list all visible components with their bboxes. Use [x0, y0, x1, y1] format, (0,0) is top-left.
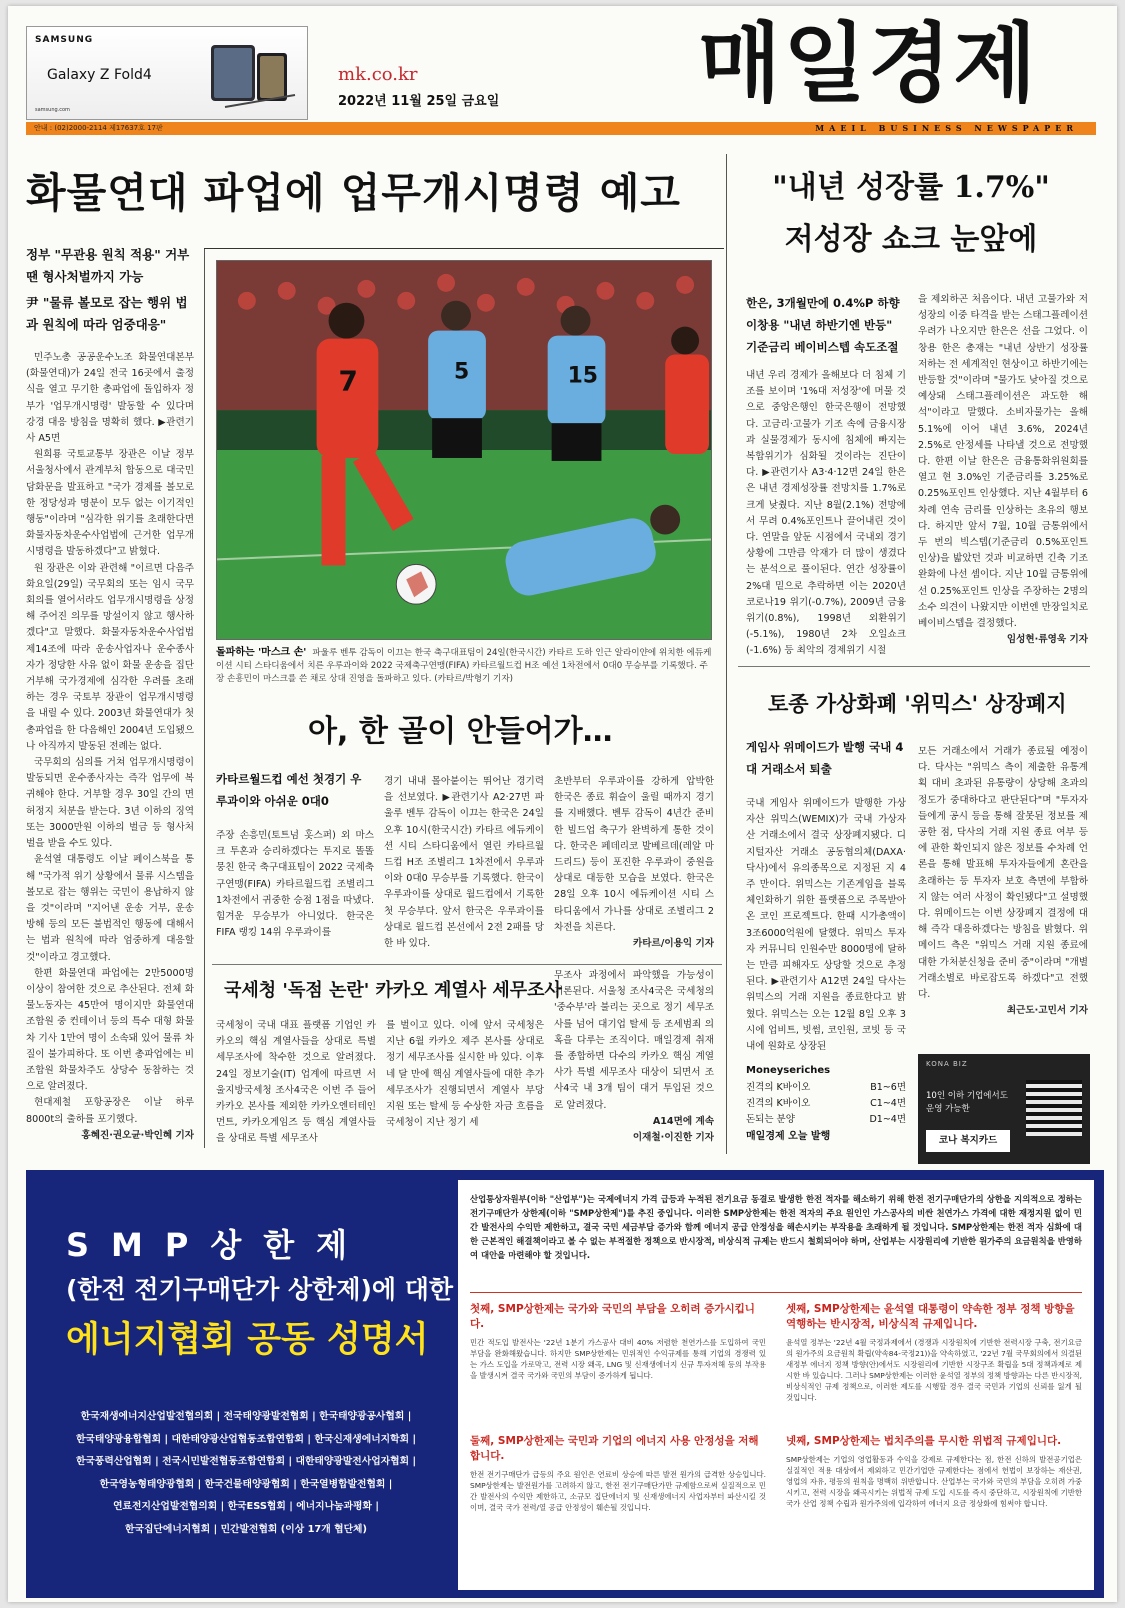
- association-line: 연료전지산업발전협의회 | 한국ESS협회 | 에너지나눔과평화 |: [113, 1501, 379, 1512]
- statement-point-3: [786, 1302, 1082, 1403]
- soccer-col-3: [554, 774, 714, 964]
- point-body: 윤석열 정부는 '22년 4월 국정과제에서 (경쟁과 시장원칙에 기반한 전력시장 구축, 전기요금의 원가주의 요금원칙 확립(약속84-국정21))을 약속하였고, '22년 7월 국무회의에서 의결된 새정부 에너지 정책 방향(안)에서도 시장원리에 기반한 시장구조 확립을 5대 정책과제로 제시한 바 있습니다. 그러나 SMP상한제는 이러한 윤석열 정부의 정책 방향과는 다른 반시장적, 비상식적인 규제 정책으로, 이러한 제도를 시행할 경우 결국 국민과 기업의 신뢰를 잃게 될 것입니다.: [786, 1338, 1082, 1402]
- divider: [204, 248, 724, 249]
- divider: [738, 666, 1090, 667]
- point-title: 넷째, SMP상한제는 법치주의를 무시한 위법적 규제입니다.: [786, 1435, 1062, 1447]
- main-subhead-1: 정부 "무관용 원칙 적용" 거부땐 형사처벌까지 가능: [26, 247, 190, 284]
- smp-title: SMP상한제: [66, 1226, 370, 1264]
- index-row[interactable]: [746, 1112, 906, 1128]
- byline: 카타르/이용익 기자: [633, 938, 714, 950]
- index-page: C1~4면: [870, 1098, 906, 1109]
- index-row[interactable]: [746, 1096, 906, 1112]
- soccer-col-2: 경기 내내 몰아붙이는 뛰어난 경기력을 선보였다. ▶관련기사 A2·27면 파울루 벤투 감독이 이끄는 한국은 24일 오후 10시(한국시간) 카타르 에듀케이션 시티 스타디움에서 열린 카타르월드컵 H조 조별리그 1차전에서 우루과이와 0대0 무승부를 기록했다. 한국이 우루과이를 상대로 월드컵에서 기록한 첫 무승부다. 앞서 한국은 우루과이를 상대로 월드컵 본선에서 2전 2패를 당한 바 있다.: [384, 776, 544, 950]
- growth-col-2-text: 을 제외하곤 처음이다. 내년 고물가와 저성장의 이중 타격을 받는 스태그플레이션 우려가 나오지만 한은은 선을 그었다. 이창용 한은 총재는 "내년 상반기 성장률 저하는 전 세계적인 현상이고 하반기에는 반등할 것"이라며 "물가도 낮아질 것으로 예상돼 스태그플레이션은 과도한 해석"이라고 말했다. 소비자물가는 올해 5.1%에 이어 내년 3.6%, 2024년 2.5%로 안정세를 나타낼 것으로 전망했다. 한편 이날 한은은 금융통화위원회를 열고 현 3.0%인 기준금리를 3.25%로 0.25%포인트 인상했다. 지난 4월부터 6차례 연속 금리를 인상하는 초유의 행보다. 하지만 앞서 7월, 10월 금통위에서 두 번의 빅스텝(기준금리 0.5%포인트 인상)을 밟았던 것과 비교하면 긴축 기조 완화에 나선 셈이다. 지난 10월 금통위에선 0.25%포인트 인상을 주장하는 2명의 소수 의견이 나왔지만 이번엔 만장일치로 베이비스텝을 결정했다.: [918, 294, 1088, 630]
- card-button[interactable]: 코나 복지카드: [926, 1130, 1010, 1152]
- wemix-headline[interactable]: 토종 가상화폐 '위믹스' 상장폐지: [768, 692, 1067, 716]
- moneyseriches-logo: Moneyseriches: [746, 1065, 831, 1076]
- soccer-col-3-text: 초반부터 우루과이를 강하게 압박한 한국은 종료 휘슬이 울릴 때까지 경기를 지배했다. 벤투 감독이 4년간 준비한 빌드업 축구가 완벽하게 통한 것이다. 한국은 페데리코 발베르데(레알 마드리드) 등이 포진한 우루과이 중원을 상대로 대등한 모습을 보였다. 한국은 28일 오후 10시 에듀케이션 시티 스타디움에서 가나를 상대로 조별리그 2차전을 치른다.: [554, 776, 714, 933]
- smp-statement-title: 에너지협회 공동 성명서: [66, 1320, 429, 1360]
- ad-url: samsung.com: [35, 107, 70, 113]
- point-title: 둘째, SMP상한제는 국민과 기업의 에너지 사용 안정성을 저해합니다.: [470, 1435, 759, 1462]
- continued-note[interactable]: A14면에 계속: [652, 1115, 714, 1127]
- tax-col-3-text: 무조사 과정에서 파악했을 가능성이 거론된다. 서울청 조사4국은 국세청의 '중수부'라 불리는 곳으로 정기 세무조사를 넘어 대기업 탈세 등 조세범죄 의혹을 다루는 조직이다. 매일경제 취재를 종합하면 다수의 카카오 핵심 계열사가 특별 세무조사 대상이 되면서 조사4국 내 3개 팀이 대거 투입된 것으로 알려졌다.: [554, 970, 714, 1111]
- index-page: B1~6면: [870, 1082, 906, 1093]
- association-line: 한국풍력산업협회 | 전국시민발전협동조합연합회 | 대한태양광발전사업자협회 |: [75, 1456, 417, 1467]
- photo-caption: [216, 646, 712, 686]
- contact-info: 안내 : (02)2000-2114 제17637호 17판: [34, 124, 163, 132]
- point-body: 민간 적도입 발전사는 '22년 1분기 가스공사 대비 40% 저렴한 천연가스를 도입하여 국민 부담을 완화해왔습니다. 하지만 SMP상한제는 민위적인 수익규제를 통해 기업의 경쟁력 있는 가스 도입을 가로막고, 전력 시장 왜곡, LNG 및 신재생에너지 신규 투자저해 등의 부작용을 발생시켜 결국 국가와 국민의 부담이 증가하게 됩니다.: [470, 1338, 766, 1380]
- main-story-body: [26, 350, 194, 1140]
- wemix-subhead: 게임사 위메이드가 발행 국내 4대 거래소서 퇴출: [746, 740, 904, 776]
- note-text: 오늘 발행: [788, 1131, 831, 1142]
- divider: [470, 1292, 1082, 1293]
- divider: [726, 154, 727, 1154]
- statement-intro: 산업통상자원부(이하 "산업부")는 국제에너지 가격 급등과 누적된 전기요금 동결로 발생한 한전 적자를 해소하기 위해 한전 전기구매단가의 상한을 지의적으로 정하는 전기구매단가 상한제(이하 "SMP상한제")를 추진 중입니다. 이러한 SMP상한제는 한전 적자의 주요 원인인 가스공사의 비싼 천연가스 가격에 대한 재정지원 없이 민간 발전사의 수익만 제한하고, 결국 국민 세금부담 증가와 함께 에너지 공급 안정성을 해손시키는 부작용을 초래하게 될 것입니다. SMP상한제는 한전 적자 심화에 대한 근본적인 해결책이라고 볼 수 없는 부적절한 정책으로 반시장적, 비상식적 규제는 반드시 철회되어야 하며, 산업부는 시장원리에 기반한 원가주의 요금원칙을 반영하여 대안을 마련해야 할 것입니다.: [470, 1194, 1082, 1260]
- association-line: 한국태양광융합협회 | 대한태양광산업협동조합연합회 | 한국신재생에너지학회 |: [75, 1433, 417, 1445]
- soccer-col-1: 주장 손흥민(토트넘 홋스퍼) 외 마스크 투혼과 승리하겠다는 투지로 똘똘 뭉친 한국 축구대표팀이 2022 국제축구연맹(FIFA) 카타르월드컵 조별리그 1차전에서 귀중한 승점 1점을 따냈다. 힘겨운 무승부가 아니었다. 한국은 FIFA 랭킹 14위 우루과이를: [216, 830, 374, 939]
- section-index: [746, 1062, 906, 1154]
- point-body: SMP상한제는 기업의 영업활동과 수익을 강제로 규제한다는 점, 한전 신하의 발전공기업은 실질적인 적용 대상에서 제외하고 민간기업만 규제한다는 점에서 헌법이 보장하는 재산권, 영업의 자유, 평등의 원칙을 명백히 위반합니다. 산업부는 국가와 국민의 부담을 오히려 가중시키고, 전력 시장을 왜곡시키는 위법적 규제 도입 시도를 즉시 중단하고, 시장원칙에 기반한 국가 산업 정책 수립과 원가주의에 입각하여 에너지 요금 정상화에 힘써야 합니다.: [786, 1455, 1082, 1508]
- index-note: [746, 1128, 906, 1146]
- wemix-col-2-text: 모든 거래소에서 거래가 종료될 예정이다. 닥사는 "위믹스 측이 제출한 유통계획 대비 초과된 유통량이 상당해 초과의 정도가 중대하다고 판단된다"며 "투자자들에게 공시 등을 통해 잘못된 정보를 제공한 점, 닥사의 거래 지원 종료 여부 등에 관한 확인되지 않은 정보를 수차례 언론을 통해 발표해 투자자들에게 혼란을 초래하는 등 투자자 보호 측면에 부합하지 않는 여러 사정이 확인됐다"고 설명했다. 위메이드는 이번 상장폐지 결정에 대해 즉각 대응하겠다는 방침을 밝혔다. 위메이드 측은 "위믹스 거래 지원 종료에 대한 가처분신청을 준비 중"이라며 "개별 거래소별로 바로잡도록 하겠다"고 전했다.: [918, 746, 1088, 1001]
- masthead-bar: [26, 122, 1096, 135]
- byline: 이재철·이진한 기자: [632, 1132, 714, 1144]
- point-title: 셋째, SMP상한제는 윤석열 대통령이 약속한 정부 정책 방향을 역행하는 반시장적, 비상식적 규제입니다.: [786, 1303, 1075, 1330]
- divider: [204, 248, 205, 1148]
- smp-ad: [26, 1170, 1104, 1598]
- point-body: 한전 전기구매단가 급등의 주요 원인은 연료비 상승에 따른 발전 원가의 급격한 상승입니다. SMP상한제는 발전원가를 고려하지 않고, 한전 전기구매단가만 규제함으로써 실질적으로 민간 발전사의 수익만 제한하고, 소규모 집단에너지 및 신재생에너지 사업자부터 파산시킬 것이며, 결국 국가 전력/열 공급 안정성이 훼손될 것입니다.: [470, 1470, 766, 1512]
- caption-credit: (카타르/박형기 기자): [434, 674, 514, 684]
- tax-headline[interactable]: 국세청 '독점 논란' 카카오 계열사 세무조사: [224, 980, 562, 1001]
- smp-subtitle: (한전 전기구매단가 상한제)에 대한: [66, 1275, 454, 1304]
- paragraph: 한편 화물연대 파업에는 2만5000명 이상이 참여한 것으로 추산된다. 전체 화물노동자는 45만여 명이지만 화물연대 조합원 중 컨테이너 등의 특수 대형 화물차 기사 1만여 명이 소속돼 있어 물류 차질이 불가피하다. 또 이번 총파업에는 비조합원 화물차주도 상당수 동참하는 것으로 알려졌다.: [26, 967, 194, 1093]
- growth-headline-2: 저성장 쇼크 눈앞에: [784, 222, 1038, 257]
- phone-icon: [205, 35, 301, 113]
- divider: [212, 964, 722, 965]
- soccer-subhead: 카타르월드컵 예선 첫경기 우루과이와 아쉬운 0대0: [216, 772, 362, 808]
- main-subhead-2: 尹 "물류 볼모로 잡는 행위 법과 원칙에 따라 엄중대응": [26, 295, 188, 332]
- statement-panel: [458, 1180, 1094, 1590]
- index-label: 돈되는 분양: [746, 1114, 795, 1125]
- byline: 임성현·류영욱 기자: [1006, 634, 1088, 646]
- newspaper-page: [8, 6, 1117, 1602]
- main-headline[interactable]: 화물연대 파업에 업무개시명령 예고: [26, 169, 681, 217]
- issue-date: 2022년 11월 25일 금요일: [338, 94, 500, 109]
- wemix-col-1: 국내 게임사 위메이드가 발행한 가상자산 위믹스(WEMIX)가 국내 가상자산 거래소에서 결국 상장폐지됐다. 디지털자산 거래소 공동협의체(DAXA·닥사)에서 유의종목으로 지정된 지 4주 만이다. 위믹스는 기존게임을 블록체인화하기 위한 플랫폼으로 주목받아온 코인 프로젝트다. 한때 시가총액이 3조6000억원에 달했다. 위믹스 투자자 커뮤니티 인원수만 8000명에 달하는 만큼 피해자도 상당할 것으로 추정된다. ▶관련기사 A12면 24일 닥사는 위믹스의 거래 지원을 종료한다고 밝혔다. 위믹스는 오는 12월 8일 오후 3시에 업비트, 빗썸, 코인원, 코빗 등 국내에 원화로 상장된: [746, 798, 906, 1053]
- ad-brand: SAMSUNG: [35, 35, 94, 45]
- soccer-headline[interactable]: 아, 한 골이 안들어가…: [308, 714, 613, 749]
- index-page: D1~4면: [869, 1114, 906, 1125]
- english-name: MAEIL BUSINESS NEWSPAPER: [815, 123, 1078, 133]
- tax-col-2: 를 벌이고 있다. 이에 앞서 국세청은 지난 6월 카카오 제주 본사를 상대로 정기 세무조사를 실시한 바 있다. 이후 네 달 만에 핵심 계열사들에 대한 추가 세무조사가 진행되면서 계열사 부당 지원 또는 탈세 등 수상한 자금 흐름을 국세청이 지난 정기 세: [386, 1020, 544, 1129]
- association-line: 한국집단에너지협회 | 민간발전협회 (이상 17개 협단체): [125, 1523, 367, 1535]
- byline: 홍혜진·권오균·박인혜 기자: [81, 1129, 194, 1140]
- tax-col-1: 국세청이 국내 대표 플랫폼 기업인 카카오의 핵심 계열사들을 상대로 특별 세무조사에 착수한 것으로 알려졌다. 24일 정보기술(IT) 업계에 따르면 서울지방국세청 조사4국은 이번 주 들어 카카오 본사를 제외한 카카오엔터테인먼트, 카카오게임즈 등 핵심 계열사들을 상대로 특별 세무조사: [216, 1020, 376, 1145]
- index-label: 진격의 K바이오: [746, 1082, 811, 1093]
- note-logo: 매일경제: [746, 1131, 785, 1142]
- statement-point-4: [786, 1434, 1082, 1509]
- tax-col-3: [554, 968, 714, 1148]
- caption-title: 돌파하는 '마스크 손': [216, 647, 307, 658]
- paragraph: 윤석열 대통령도 이날 페이스북을 통해 "국가적 위기 상황에서 물류 시스템을 볼모로 잡는 행위는 국민이 용납하지 않을 것"이라며 "지어낸 운송 거부, 운송 방해 등의 모든 불법적인 행동에 대해서는 법과 원칙에 따라 엄중하게 대응할 것"이라고 경고했다.: [26, 854, 194, 963]
- growth-subhead: 한은, 3개월만에 0.4%P 하향 이창용 "내년 하반기엔 반등" 기준금리 베이비스텝 속도조절: [746, 296, 900, 354]
- association-line: 한국재생에너지산업발전협의회 | 전국태양광발전협회 | 한국태양광공사협회 |: [80, 1411, 412, 1422]
- wemix-col-2: [918, 744, 1088, 1044]
- index-label: 진격의 K바이오: [746, 1098, 811, 1109]
- point-title: 첫째, SMP상한제는 국가와 국민의 부담을 오히려 증가시킵니다.: [470, 1303, 755, 1330]
- newspaper-logo: 매일경제: [698, 14, 1039, 114]
- paragraph: 민주노총 공공운수노조 화물연대본부(화물연대)가 24일 전국 16곳에서 출정식을 열고 무기한 총파업에 돌입하자 정부가 '업무개시명령' 발동할 수 있다며 강경 대응 방침을 명확히 했다. ▶관련기사 A5면: [26, 352, 194, 445]
- ad-model: Galaxy Z Fold4: [47, 67, 152, 83]
- growth-col-1: 내년 우리 경제가 올해보다 더 침체 기조를 보이며 '1%대 저성장'에 머물 것으로 중앙은행인 한국은행이 전망했다. 고금리·고물가 기조 속에 금융시장과 실물경제가 동시에 침체에 빠지는 복합위기가 심화될 것이라는 진단이다. ▶관련기사 A3·4·12면 24일 한은은 내년 경제성장률 전망치를 1.7%로 크게 낮췄다. 지난 8월(2.1%) 전망에서 무려 0.4%포인트나 끌어내린 것이다. 연말을 앞둔 시점에서 국내외 경기 상황에 그만큼 악재가 더 많이 생겼다는 분석으로 풀이된다. 연간 성장률이 2%대 밑으로 추락하면 이는 2020년 코로나19 위기(-0.7%), 2009년 금융위기(0.8%), 1998년 외환위기(-5.1%), 1980년 2차 오일쇼크(-1.6%) 등 최악의 경제위기 시절: [746, 370, 906, 657]
- paragraph: 원희룡 국토교통부 장관은 이날 정부서울청사에서 관계부처 합동으로 대국민 담화문을 발표하고 "국가 경제를 볼모로 한 정당성과 명분이 모두 없는 이기적인 행동"이라며 "심각한 위기를 초래한다면 화물자동차운수사업법에 근거한 업무개시명령을 발동하겠다"고 밝혔다.: [26, 449, 194, 558]
- growth-col-2: [918, 292, 1088, 658]
- growth-headline[interactable]: [746, 162, 1076, 266]
- paragraph: 현대제철 포항공장은 이날 하루 8000t의 출하를 포기했다.: [26, 1097, 194, 1125]
- site-url[interactable]: mk.co.kr: [338, 64, 418, 85]
- paragraph: 원 장관은 이와 관련해 "이르면 다음주 화요일(29일) 국무회의 또는 임시 국무회의를 열어서라도 업무개시명령을 상정해 주어진 의무를 망설이지 않고 행사하겠다"고 말했다. 화물자동차운수사업법 제14조에 따라 운송사업자나 운수종사자가 정당한 사유 없이 화물 운송을 집단 거부해 국가경제에 심각한 우려를 초래하는 경우 국토부 장관이 업무개시명령을 내릴 수 있다. 2003년 화물연대가 첫 총파업을 한 다음해인 2004년 도입됐으나 아직까지 발동된 전례는 없다.: [26, 562, 194, 752]
- kona-card-ad[interactable]: [918, 1054, 1090, 1164]
- paragraph: 국무회의 심의를 거쳐 업무개시명령이 발동되면 운수종사자는 즉각 업무에 복귀해야 한다. 거부할 경우 30일 간의 면허정지 처분을 받는다. 3년 이하의 징역 또는 3000만원 이하의 벌금 등 형사처벌을 받을 수도 있다.: [26, 757, 194, 850]
- samsung-ad[interactable]: [26, 26, 308, 120]
- card-brand: KONA BIZ: [926, 1060, 968, 1068]
- association-line: 한국영농형태양광협회 | 한국건물태양광협회 | 한국열병합발전협회 |: [99, 1478, 393, 1490]
- card-text: 10인 이하 기업에서도 운영 가능한: [926, 1091, 1008, 1114]
- svg-text:7: 7: [338, 364, 358, 398]
- caption-text: 파울루 벤투 감독이 이끄는 한국 축구대표팀이 24일(한국시간) 카타르 도하 인근 알라이얀에 위치한 에듀케이션 시티 스타디움에서 치른 우루과이와 2022 국제축구연맹(FIFA) 카타르월드컵 H조 예선 1차전에서 0대0 무승부를 기록했다. 주장 손흥민이 마스크를 쓴 채로 상대 진영을 돌파하고 있다.: [216, 648, 712, 684]
- association-list: [56, 1406, 436, 1541]
- svg-text:15: 15: [567, 363, 599, 389]
- byline: 최근도·고민서 기자: [1006, 1005, 1088, 1017]
- statement-point-2: [470, 1434, 766, 1513]
- statement-point-1: [470, 1302, 766, 1381]
- svg-text:5: 5: [454, 359, 470, 385]
- soccer-photo[interactable]: [216, 260, 712, 640]
- index-row[interactable]: [746, 1080, 906, 1096]
- growth-headline-1: "내년 성장률 1.7%": [772, 170, 1050, 205]
- qr-code-icon[interactable]: [1026, 1080, 1082, 1136]
